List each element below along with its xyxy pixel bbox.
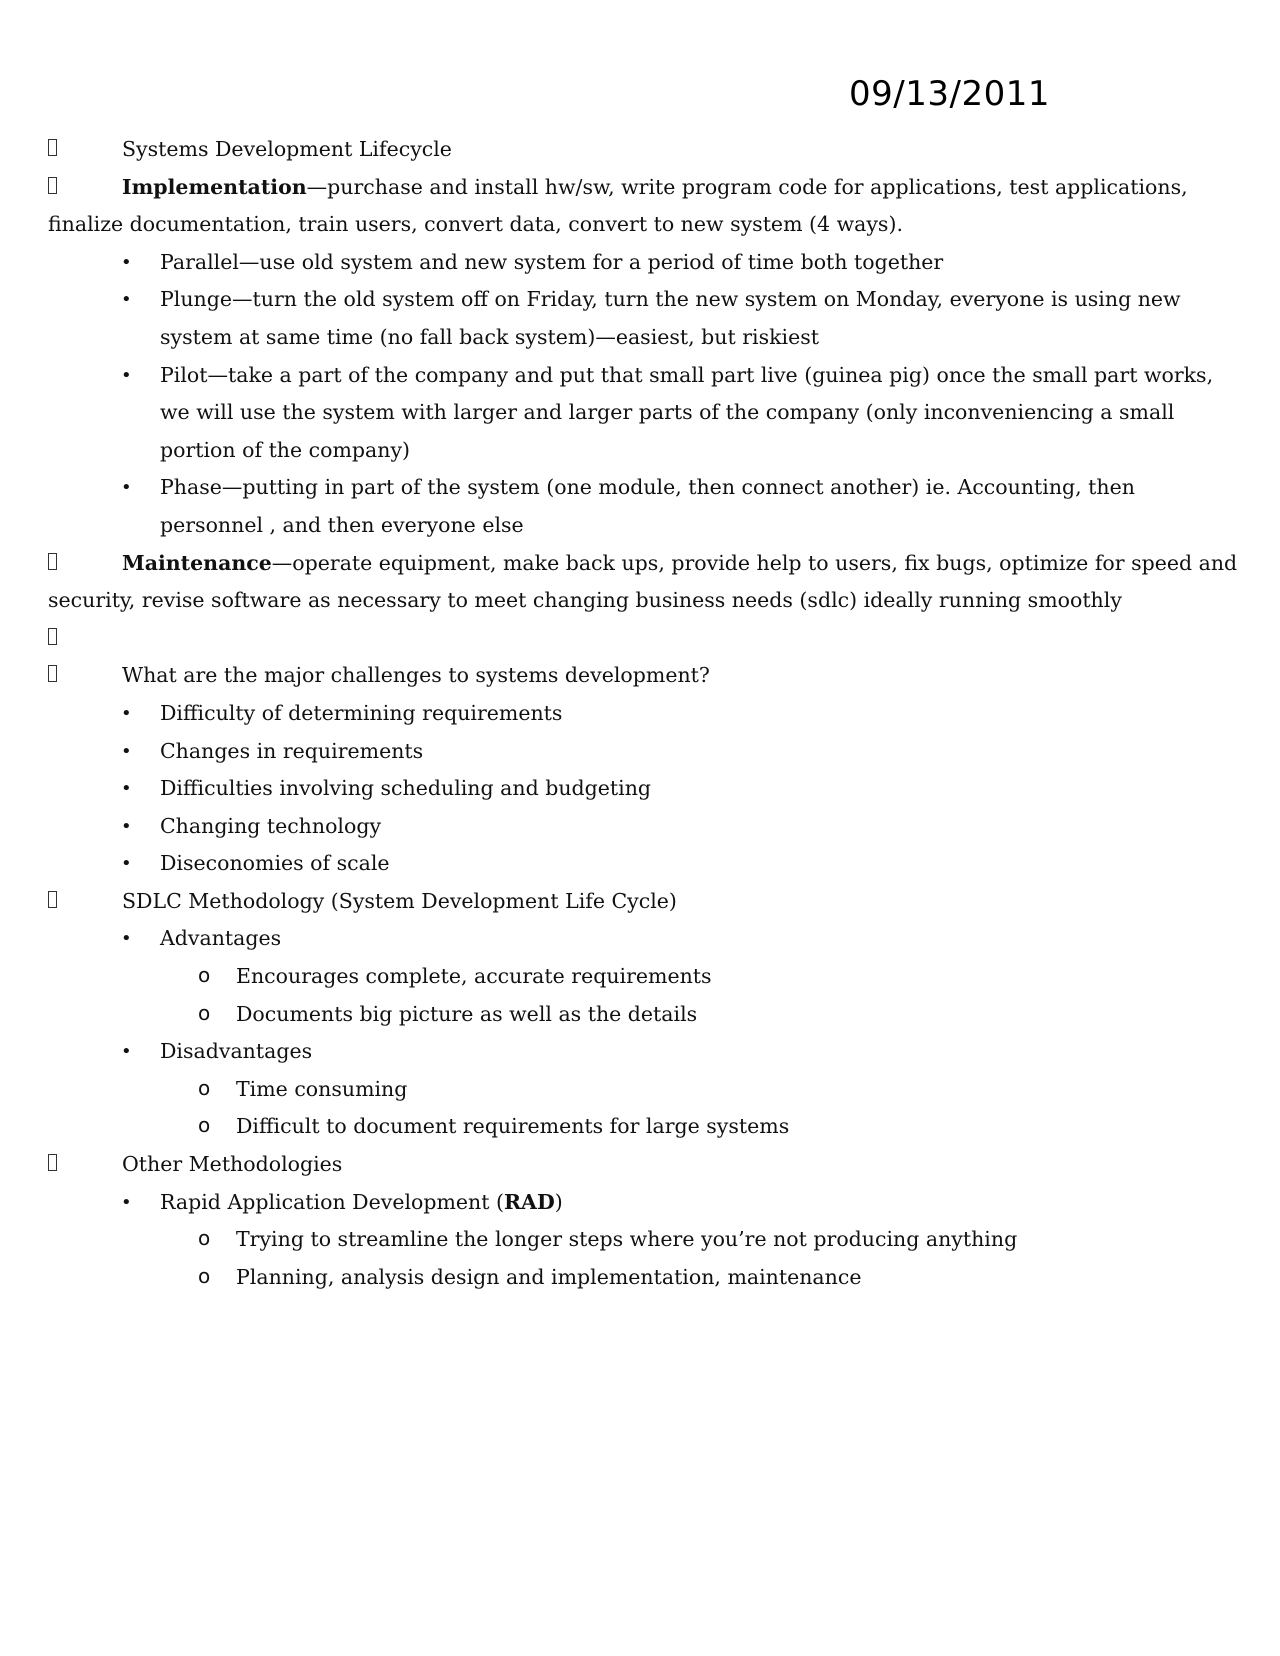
list-item — [48, 244, 1238, 282]
bullet-icon: • — [121, 928, 132, 950]
list-item — [48, 545, 1238, 620]
implementation-text: —purchase and install hw/sw, write program code for applications, test applications, finalize documentation, train users, convert data, convert to new system (4 ways). — [48, 174, 1188, 237]
list-item — [48, 1221, 1238, 1259]
circle-bullet-icon: o — [198, 1113, 211, 1138]
list-item — [48, 733, 1238, 771]
way-plunge: Plunge—turn the old system off on Friday, turn the new system on Monday, everyone is using new system at same time (no fall back system)—easiest, but riskiest — [160, 287, 1181, 349]
bullet-icon: • — [121, 1191, 132, 1213]
rad-suffix: ) — [554, 1189, 563, 1214]
list-item — [48, 1259, 1238, 1297]
sdlc-heading: Systems Development Lifecycle — [122, 137, 452, 161]
circle-bullet-icon: o — [198, 1226, 211, 1251]
challenges-question: What are the major challenges to systems development? — [122, 663, 710, 688]
challenge-item: Changes in requirements — [160, 738, 424, 763]
list-item — [48, 1033, 1238, 1071]
list-item — [48, 958, 1238, 996]
sdlc-methodology-heading: SDLC Methodology (System Development Life Cycle) — [122, 888, 677, 913]
bullet-icon: • — [121, 740, 132, 762]
implementation-term: Implementation — [122, 174, 307, 199]
bullet-icon: • — [121, 853, 132, 875]
disadvantage-item: Difficult to document requirements for large systems — [236, 1114, 790, 1139]
bullet-icon: • — [121, 815, 132, 837]
list-item — [48, 281, 1238, 356]
rad-prefix: Rapid Application Development ( — [160, 1189, 504, 1214]
list-item — [48, 657, 1238, 695]
bullet-icon: • — [121, 477, 132, 499]
lecture-notes — [48, 131, 1238, 1296]
way-pilot: Pilot—take a part of the company and put that small part live (guinea pig) once the small part works, we will use the system with larger and larger parts of the company (only inconveniencing a small portion of the company) — [160, 362, 1214, 462]
maintenance-text: —operate equipment, make back ups, provide help to users, fix bugs, optimize for speed and security, revise software as necessary to meet changing business needs (sdlc) ideally running smoothly — [48, 550, 1238, 613]
challenge-item: Diseconomies of scale — [160, 851, 390, 876]
advantage-item: Documents big picture as well as the details — [236, 1001, 698, 1026]
list-item — [48, 1184, 1238, 1222]
empty-list-item — [48, 620, 1238, 658]
document-date: 09/13/2011 — [849, 74, 1050, 114]
list-item — [48, 1146, 1238, 1184]
rad-item: Planning, analysis design and implementation, maintenance — [236, 1264, 862, 1289]
bullet-icon: • — [121, 251, 132, 273]
list-item — [48, 357, 1238, 470]
list-item — [48, 695, 1238, 733]
square-bullet-icon — [48, 169, 57, 207]
bullet-icon: • — [121, 1041, 132, 1063]
list-item — [48, 808, 1238, 846]
circle-bullet-icon: o — [198, 1263, 211, 1288]
other-methodologies-heading: Other Methodologies — [122, 1152, 343, 1177]
challenge-item: Difficulties involving scheduling and budgeting — [160, 776, 652, 801]
advantages-label: Advantages — [160, 926, 282, 951]
square-bullet-icon — [48, 620, 57, 658]
advantage-item: Encourages complete, accurate requirements — [236, 964, 712, 989]
square-bullet-icon — [48, 545, 57, 583]
list-item — [48, 883, 1238, 921]
way-phase: Phase—putting in part of the system (one module, then connect another) ie. Accounting, then personnel , and then everyone else — [160, 475, 1135, 537]
disadvantages-label: Disadvantages — [160, 1039, 313, 1064]
maintenance-term: Maintenance — [122, 550, 272, 575]
rad-item: Trying to streamline the longer steps where you’re not producing anything — [236, 1227, 1018, 1252]
circle-bullet-icon: o — [198, 1075, 211, 1100]
square-bullet-icon — [48, 657, 57, 695]
list-item — [48, 169, 1238, 244]
way-parallel: Parallel—use old system and new system for a period of time both together — [160, 249, 944, 274]
list-item — [48, 996, 1238, 1034]
square-bullet-icon — [48, 1146, 57, 1184]
bullet-icon: • — [121, 364, 132, 386]
list-item — [48, 845, 1238, 883]
circle-bullet-icon: o — [198, 963, 211, 988]
challenge-item: Difficulty of determining requirements — [160, 700, 563, 725]
disadvantage-item: Time consuming — [236, 1076, 408, 1101]
bullet-icon: • — [121, 778, 132, 800]
list-item — [48, 1071, 1238, 1109]
challenge-item: Changing technology — [160, 813, 382, 838]
list-item — [48, 131, 1238, 169]
rad-acronym: RAD — [504, 1189, 555, 1214]
list-item — [48, 469, 1238, 544]
square-bullet-icon — [48, 883, 57, 921]
bullet-icon: • — [121, 702, 132, 724]
list-item — [48, 1108, 1238, 1146]
list-item — [48, 920, 1238, 958]
list-item — [48, 770, 1238, 808]
circle-bullet-icon: o — [198, 1000, 211, 1025]
square-bullet-icon — [48, 131, 57, 169]
bullet-icon: • — [121, 289, 132, 311]
